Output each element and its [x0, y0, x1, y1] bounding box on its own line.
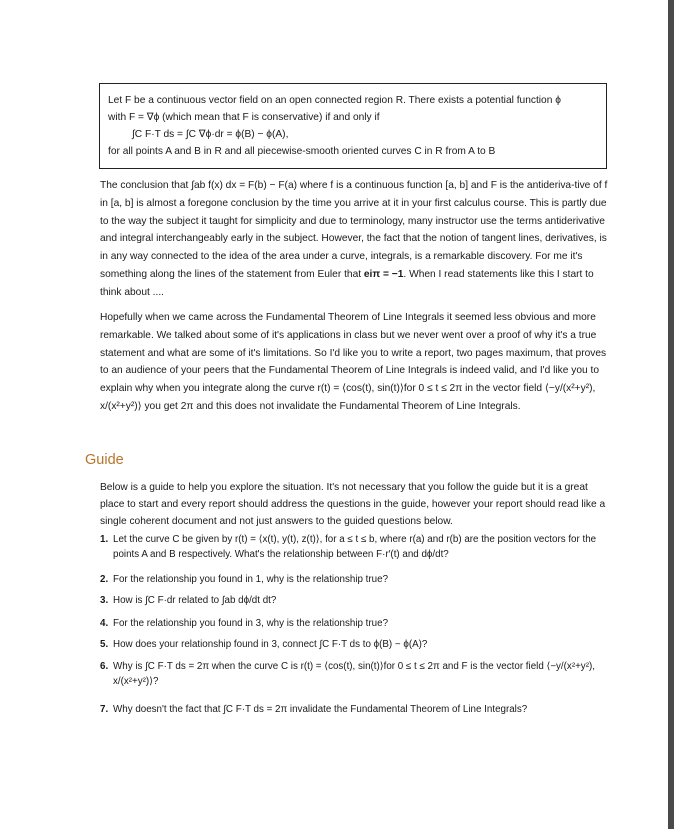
guide-heading: Guide [85, 452, 124, 468]
question-text: How does your relationship found in 3, connect ∫C F·T ds to ϕ(B) − ϕ(A)? [113, 639, 428, 650]
question-text: Why doesn't the fact that ∫C F·T ds = 2π invalidate the Fundamental Theorem of Line Integrals? [113, 704, 528, 715]
question-item [100, 616, 600, 631]
question-text: How is ∫C F·dr related to ∫ab dϕ/dt dt? [113, 595, 277, 606]
question-number: 4. [100, 618, 109, 629]
theorem-line-2: with F = ∇ϕ (which mean that F is conservative) if and only if [108, 112, 380, 123]
theorem-box [99, 83, 607, 169]
question-text: Let the curve C be given by r(t) = ⟨x(t), y(t), z(t)⟩, for a ≤ t ≤ b, where r(a) and r(b) are the position vectors for the points A and B respectively. What's the relationship between F·r′(t) and dϕ/dt? [113, 534, 597, 560]
question-number: 5. [100, 639, 109, 650]
question-item [100, 593, 600, 608]
p2-text: Hopefully when we came across the Fundamental Theorem of Line Integrals it seemed less obvious and more remarkable. We talked about some of it's applications in class but we never went over a proof of why it's a true statement and what are some of it's limitations. So I'd like you to write a report, two pages maximum, that proves to an audience of your peers that the Fundamental Theorem of Line Integrals is indeed valid, and I'd like you to explain why when you integrate along the curve [100, 312, 607, 395]
question-text: For the relationship you found in 1, why is the relationship true? [113, 574, 389, 585]
p2-tail: you get 2π and this does not invalidate the Fundamental Theorem of Line Integrals. [144, 400, 521, 412]
paragraph-request [100, 309, 612, 416]
theorem-line-3: for all points A and B in R and all piecewise-smooth oriented curves C in R from A to B [108, 146, 496, 157]
p1-integral: ∫ab f(x) dx = F(b) − F(a) [191, 180, 298, 191]
question-text: For the relationship you found in 3, why is the relationship true? [113, 618, 389, 629]
p2-field: ⟨−y/(x²+y²), x/(x²+y²)⟩ [100, 383, 596, 412]
theorem-line-1: Let F be a continuous vector field on an open connected region R. There exists a potential function ϕ [108, 95, 561, 106]
p1-end: . When I read statements like this I start to think about .... [100, 268, 594, 298]
question-item [100, 702, 600, 717]
paragraph-conclusion [100, 177, 612, 302]
p1-euler: eiπ = −1 [363, 268, 404, 280]
guide-intro: Below is a guide to help you explore the situation. It's not necessary that you follow the guide but it is a great place to start and every report should address the questions in the guide, however your report should read like a single coherent document and not just answers to the guided questions below. [100, 482, 606, 527]
question-item [100, 659, 600, 689]
p1-start: The conclusion that [100, 180, 192, 191]
question-number: 6. [100, 661, 109, 672]
p1-rest: where f is a continuous function [a, b] and F is the antideriva-tive of f in [a, b] is almost a foregone conclusion by the time you arrive at it in your first calculus course. This is partly due to the way the subject it taught for simplicity and due to terminology, many instructor use the terms antiderivative and integral interchangeably early in the subject. However, the fact that the notion of tangent lines, derivatives, is in any way connected to the idea of the area under a curve, integrals, is a remarkable discovery. For me it's something along the lines of the statement from Euler that [100, 180, 608, 280]
question-number: 1. [100, 534, 109, 545]
theorem-equation: ∫C F·T ds = ∫C ∇ϕ·dr = ϕ(B) − ϕ(A), [132, 129, 289, 140]
viewer-edge [668, 0, 674, 829]
question-item [100, 637, 600, 652]
question-item [100, 532, 600, 562]
question-item [100, 572, 600, 587]
question-number: 3. [100, 595, 109, 606]
question-text: Why is ∫C F·T ds = 2π when the curve C is r(t) = ⟨cos(t), sin(t)⟩for 0 ≤ t ≤ 2π and F is the vector field ⟨−y/(x²+y²), x/(x²+y²)⟩? [113, 661, 595, 687]
question-number: 2. [100, 574, 109, 585]
question-number: 7. [100, 704, 109, 715]
p2-curve: r(t) = ⟨cos(t), sin(t)⟩for 0 ≤ t ≤ 2π in the vector field [317, 383, 543, 395]
